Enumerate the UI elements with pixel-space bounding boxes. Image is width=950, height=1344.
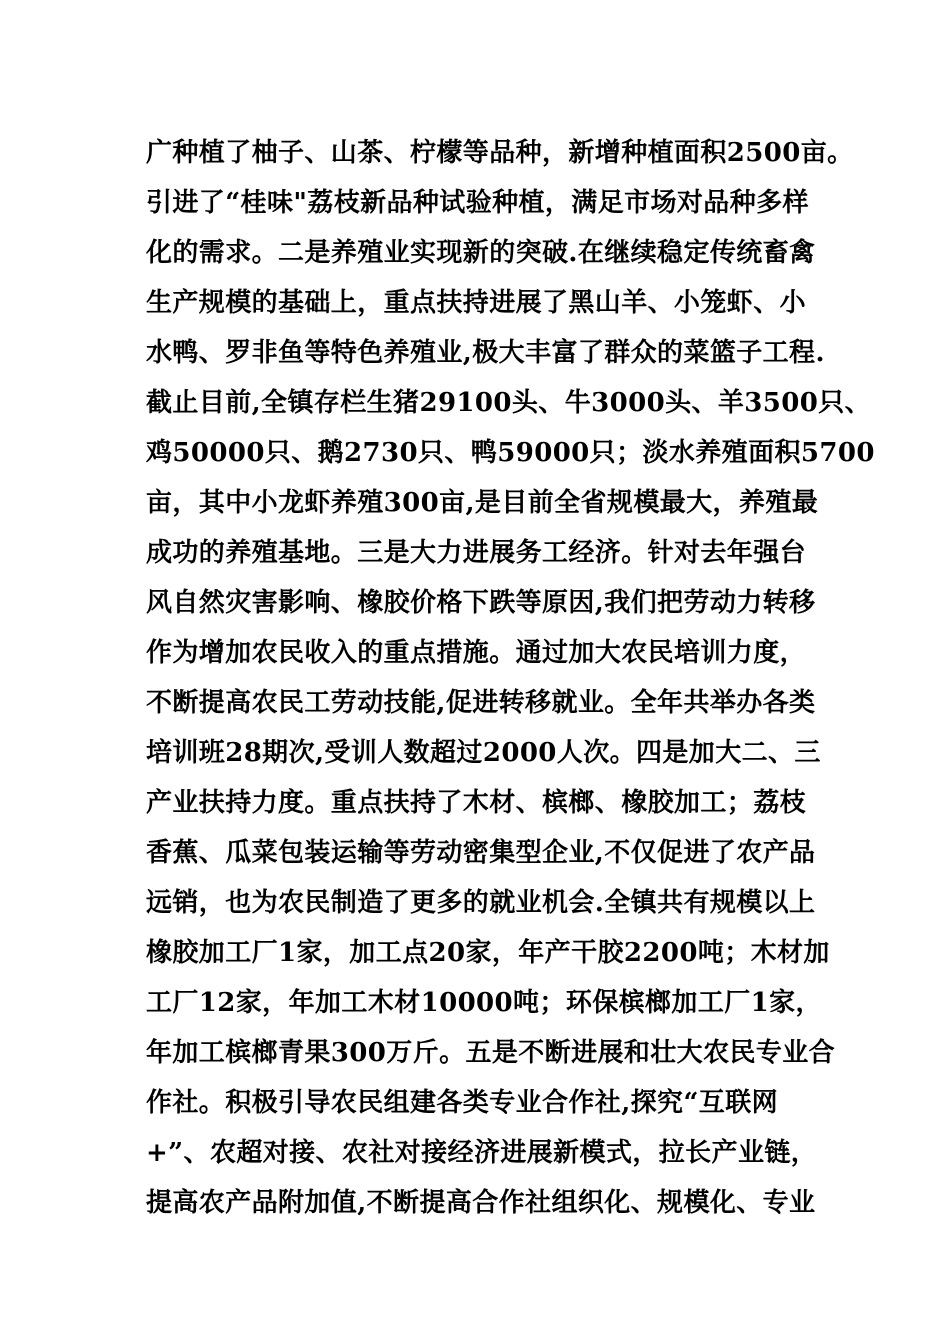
text-line: 引进了“桂味"荔枝新品种试验种植，满足市场对品种多样: [146, 188, 809, 218]
text-line: 水鸭、罗非鱼等特色养殖业,极大丰富了群众的菜篮子工程.: [146, 338, 825, 368]
text-line: 成功的养殖基地。三是大力进展务工经济。针对去年强台: [146, 538, 807, 568]
text-line: 作社。积极引导农民组建各类专业合作社,探究“互联网: [146, 1088, 779, 1118]
text-line: 工厂12家，年加工木材10000吨；环保槟榔加工厂1家，: [146, 988, 822, 1018]
text-line: 培训班28期次,受训人数超过2000人次。四是加大二、三: [146, 738, 821, 768]
text-line: 鸡50000只、鹅2730只、鸭59000只；淡水养殖面积5700: [146, 438, 875, 468]
text-line: 化的需求。二是养殖业实现新的突破.在继续稳定传统畜禽: [146, 238, 816, 268]
text-line: 橡胶加工厂1家，加工点20家，年产干胶2200吨；木材加: [146, 938, 830, 968]
text-line: 广种植了柚子、山茶、柠檬等品种，新增种植面积2500亩。: [146, 138, 854, 168]
text-line: +”、农超对接、农社对接经济进展新模式，拉长产业链，: [146, 1138, 818, 1168]
body-text: [146, 128, 875, 1228]
text-line: 生产规模的基础上，重点扶持进展了黑山羊、小笼虾、小: [146, 288, 807, 318]
text-line: 远销，也为农民制造了更多的就业机会.全镇共有规模以上: [146, 888, 816, 918]
text-line: 截止目前,全镇存栏生猪29100头、牛3000头、羊3500只、: [146, 388, 872, 418]
text-line: 不断提高农民工劳动技能,促进转移就业。全年共举办各类: [146, 688, 816, 718]
text-line: 产业扶持力度。重点扶持了木材、槟榔、橡胶加工；荔枝: [146, 788, 807, 818]
text-line: 提高农产品附加值,不断提高合作社组织化、规模化、专业: [146, 1188, 816, 1218]
text-line: 作为增加农民收入的重点措施。通过加大农民培训力度，: [146, 638, 807, 668]
text-line: 亩，其中小龙虾养殖300亩,是目前全省规模最大，养殖最: [146, 488, 819, 518]
text-line: 香蕉、瓜菜包装运输等劳动密集型企业,不仅促进了农产品: [146, 838, 816, 868]
text-line: 年加工槟榔青果300万斤。五是不断进展和壮大农民专业合: [146, 1038, 836, 1068]
text-line: 风自然灾害影响、橡胶价格下跌等原因,我们把劳动力转移: [146, 588, 816, 618]
